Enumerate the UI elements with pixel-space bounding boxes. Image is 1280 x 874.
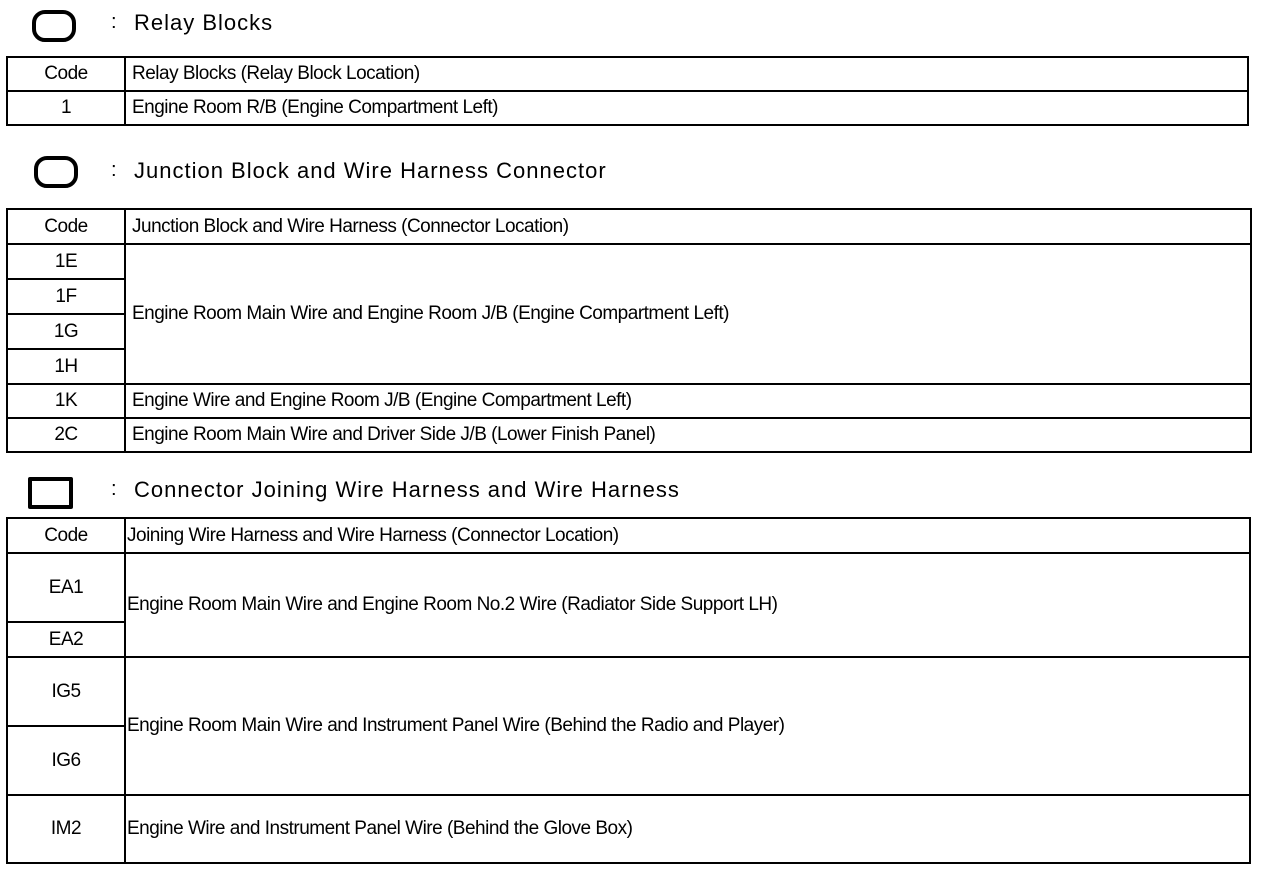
connector-joining-table <box>6 517 1251 864</box>
code-cell: IG5 <box>7 657 125 726</box>
header-code: Code <box>7 209 125 244</box>
table-header-row <box>7 57 1248 91</box>
description-cell: Engine Room R/B (Engine Compartment Left) <box>125 91 1248 125</box>
code-cell: IM2 <box>7 795 125 863</box>
table-row <box>7 418 1251 452</box>
header-description: Joining Wire Harness and Wire Harness (Connector Location) <box>125 518 1250 553</box>
code-cell: 2C <box>7 418 125 452</box>
relay-blocks-table <box>6 56 1249 126</box>
header-description: Relay Blocks (Relay Block Location) <box>125 57 1248 91</box>
table-row <box>7 657 1250 726</box>
code-cell: 1G <box>7 314 125 349</box>
code-cell: 1E <box>7 244 125 279</box>
code-cell: 1H <box>7 349 125 384</box>
description-cell: Engine Room Main Wire and Engine Room J/B (Engine Compartment Left) <box>125 244 1251 384</box>
header-code: Code <box>7 518 125 553</box>
code-cell: 1 <box>7 91 125 125</box>
section-title-relay-blocks: Relay Blocks <box>134 10 274 35</box>
table-row <box>7 91 1248 125</box>
code-cell: EA2 <box>7 622 125 657</box>
code-cell: 1F <box>7 279 125 314</box>
separator-colon: : <box>111 478 117 500</box>
code-cell: 1K <box>7 384 125 418</box>
header-code: Code <box>7 57 125 91</box>
separator-colon: : <box>111 159 117 181</box>
rounded-rect-icon <box>32 10 76 42</box>
description-cell: Engine Wire and Engine Room J/B (Engine Compartment Left) <box>125 384 1251 418</box>
description-cell: Engine Room Main Wire and Driver Side J/B (Lower Finish Panel) <box>125 418 1251 452</box>
code-cell: IG6 <box>7 726 125 795</box>
section-title-junction-block: Junction Block and Wire Harness Connector <box>134 158 607 183</box>
junction-block-table <box>6 208 1252 453</box>
separator-colon: : <box>111 11 117 33</box>
description-cell: Engine Wire and Instrument Panel Wire (Behind the Glove Box) <box>125 795 1250 863</box>
description-cell: Engine Room Main Wire and Instrument Panel Wire (Behind the Radio and Player) <box>125 657 1250 795</box>
rounded-rect-icon <box>34 156 78 188</box>
table-row <box>7 553 1250 622</box>
table-row <box>7 244 1251 279</box>
header-description: Junction Block and Wire Harness (Connector Location) <box>125 209 1251 244</box>
table-row <box>7 384 1251 418</box>
section-title-connector-joining: Connector Joining Wire Harness and Wire Harness <box>134 477 680 502</box>
table-header-row <box>7 209 1251 244</box>
table-row <box>7 795 1250 863</box>
rect-icon <box>28 477 73 509</box>
table-header-row <box>7 518 1250 553</box>
description-cell: Engine Room Main Wire and Engine Room No.2 Wire (Radiator Side Support LH) <box>125 553 1250 657</box>
code-cell: EA1 <box>7 553 125 622</box>
